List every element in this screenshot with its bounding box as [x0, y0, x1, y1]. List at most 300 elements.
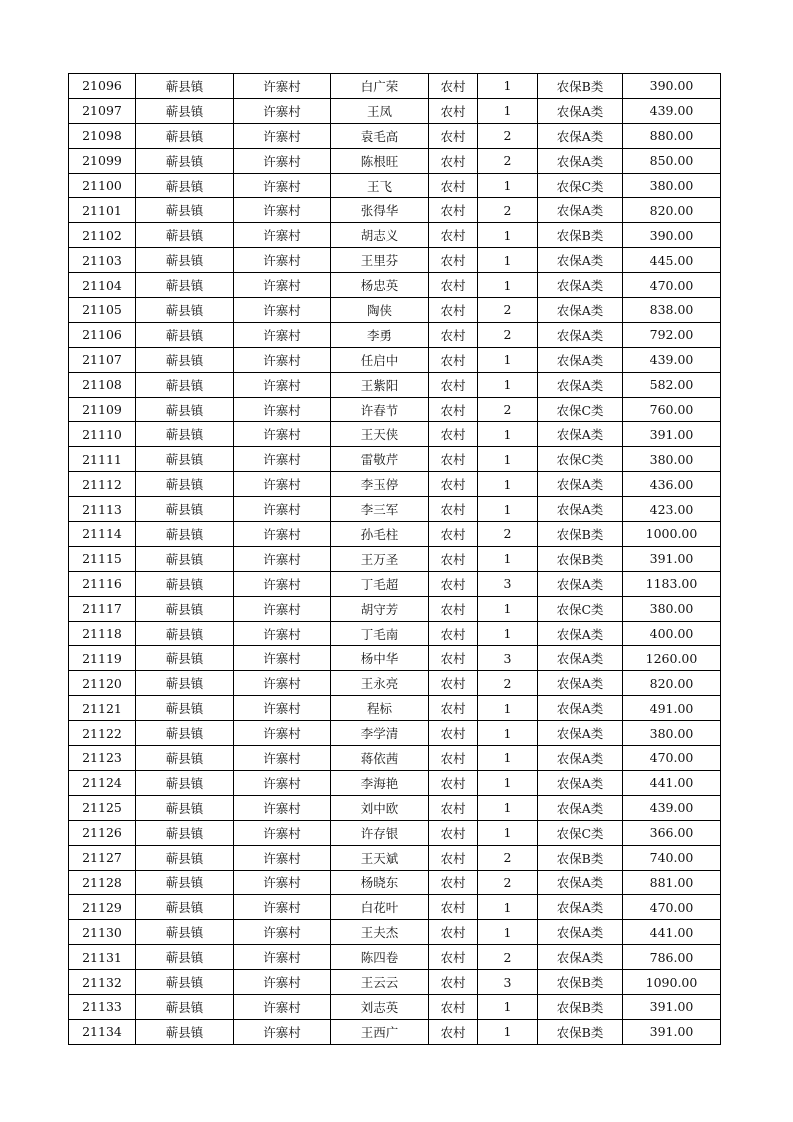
cell-name: 王天侠 [331, 422, 429, 447]
cell-amount: 380.00 [623, 596, 721, 621]
cell-village: 许寨村 [234, 571, 331, 596]
cell-type: 农村 [429, 746, 478, 771]
cell-town: 蕲县镇 [136, 173, 234, 198]
cell-amount: 760.00 [623, 397, 721, 422]
cell-town: 蕲县镇 [136, 223, 234, 248]
cell-village: 许寨村 [234, 123, 331, 148]
cell-count: 2 [478, 945, 538, 970]
cell-town: 蕲县镇 [136, 148, 234, 173]
cell-amount: 470.00 [623, 273, 721, 298]
cell-category: 农保A类 [538, 696, 623, 721]
cell-amount: 850.00 [623, 148, 721, 173]
cell-amount: 880.00 [623, 123, 721, 148]
cell-count: 1 [478, 223, 538, 248]
cell-name: 许春节 [331, 397, 429, 422]
cell-name: 白花叶 [331, 895, 429, 920]
cell-village: 许寨村 [234, 870, 331, 895]
cell-type: 农村 [429, 522, 478, 547]
cell-type: 农村 [429, 74, 478, 99]
cell-type: 农村 [429, 198, 478, 223]
cell-type: 农村 [429, 497, 478, 522]
cell-type: 农村 [429, 646, 478, 671]
cell-type: 农村 [429, 596, 478, 621]
cell-amount: 439.00 [623, 347, 721, 372]
cell-town: 蕲县镇 [136, 1019, 234, 1044]
cell-type: 农村 [429, 970, 478, 995]
cell-category: 农保B类 [538, 546, 623, 571]
cell-village: 许寨村 [234, 945, 331, 970]
table-row [69, 497, 721, 522]
cell-village: 许寨村 [234, 148, 331, 173]
cell-village: 许寨村 [234, 770, 331, 795]
cell-count: 2 [478, 123, 538, 148]
cell-town: 蕲县镇 [136, 298, 234, 323]
cell-id: 21119 [69, 646, 136, 671]
cell-count: 1 [478, 770, 538, 795]
table-row [69, 472, 721, 497]
cell-name: 王永亮 [331, 671, 429, 696]
cell-count: 2 [478, 522, 538, 547]
cell-name: 王里芬 [331, 248, 429, 273]
cell-name: 杨晓东 [331, 870, 429, 895]
cell-count: 1 [478, 721, 538, 746]
cell-category: 农保A类 [538, 322, 623, 347]
cell-name: 胡志义 [331, 223, 429, 248]
cell-category: 农保A类 [538, 945, 623, 970]
cell-category: 农保A类 [538, 422, 623, 447]
cell-id: 21123 [69, 746, 136, 771]
cell-category: 农保A类 [538, 497, 623, 522]
cell-category: 农保A类 [538, 721, 623, 746]
table-row [69, 522, 721, 547]
table-row [69, 945, 721, 970]
cell-category: 农保B类 [538, 522, 623, 547]
cell-village: 许寨村 [234, 447, 331, 472]
cell-count: 1 [478, 696, 538, 721]
cell-amount: 740.00 [623, 845, 721, 870]
cell-type: 农村 [429, 546, 478, 571]
cell-village: 许寨村 [234, 422, 331, 447]
cell-amount: 423.00 [623, 497, 721, 522]
cell-category: 农保A类 [538, 372, 623, 397]
cell-id: 21129 [69, 895, 136, 920]
cell-town: 蕲县镇 [136, 945, 234, 970]
cell-village: 许寨村 [234, 795, 331, 820]
table-row [69, 870, 721, 895]
cell-id: 21120 [69, 671, 136, 696]
cell-amount: 436.00 [623, 472, 721, 497]
cell-type: 农村 [429, 770, 478, 795]
cell-name: 李学清 [331, 721, 429, 746]
cell-amount: 1090.00 [623, 970, 721, 995]
cell-village: 许寨村 [234, 472, 331, 497]
cell-town: 蕲县镇 [136, 472, 234, 497]
cell-name: 许存银 [331, 820, 429, 845]
cell-village: 许寨村 [234, 746, 331, 771]
cell-category: 农保A类 [538, 895, 623, 920]
table-row [69, 198, 721, 223]
table-row [69, 621, 721, 646]
cell-amount: 391.00 [623, 994, 721, 1019]
cell-town: 蕲县镇 [136, 372, 234, 397]
table-row [69, 422, 721, 447]
cell-type: 农村 [429, 621, 478, 646]
cell-category: 农保A类 [538, 671, 623, 696]
cell-name: 李海艳 [331, 770, 429, 795]
cell-name: 丁毛超 [331, 571, 429, 596]
cell-name: 王飞 [331, 173, 429, 198]
table-row [69, 148, 721, 173]
cell-amount: 439.00 [623, 795, 721, 820]
cell-id: 21101 [69, 198, 136, 223]
cell-category: 农保C类 [538, 596, 623, 621]
cell-id: 21134 [69, 1019, 136, 1044]
cell-count: 1 [478, 472, 538, 497]
cell-name: 孙毛柱 [331, 522, 429, 547]
cell-count: 1 [478, 98, 538, 123]
cell-id: 21112 [69, 472, 136, 497]
cell-amount: 390.00 [623, 223, 721, 248]
cell-type: 农村 [429, 920, 478, 945]
cell-category: 农保A类 [538, 795, 623, 820]
cell-category: 农保A类 [538, 746, 623, 771]
cell-id: 21133 [69, 994, 136, 1019]
table-row [69, 571, 721, 596]
cell-village: 许寨村 [234, 895, 331, 920]
cell-town: 蕲县镇 [136, 746, 234, 771]
cell-id: 21111 [69, 447, 136, 472]
cell-amount: 820.00 [623, 198, 721, 223]
cell-id: 21100 [69, 173, 136, 198]
cell-village: 许寨村 [234, 347, 331, 372]
cell-name: 李勇 [331, 322, 429, 347]
cell-name: 李三军 [331, 497, 429, 522]
cell-category: 农保B类 [538, 994, 623, 1019]
cell-category: 农保A类 [538, 273, 623, 298]
cell-amount: 441.00 [623, 770, 721, 795]
cell-town: 蕲县镇 [136, 522, 234, 547]
cell-id: 21115 [69, 546, 136, 571]
cell-id: 21118 [69, 621, 136, 646]
cell-count: 1 [478, 248, 538, 273]
cell-amount: 1000.00 [623, 522, 721, 547]
cell-village: 许寨村 [234, 721, 331, 746]
table-row [69, 322, 721, 347]
cell-village: 许寨村 [234, 223, 331, 248]
cell-village: 许寨村 [234, 920, 331, 945]
cell-type: 农村 [429, 994, 478, 1019]
cell-category: 农保B类 [538, 1019, 623, 1044]
cell-village: 许寨村 [234, 248, 331, 273]
cell-category: 农保A类 [538, 571, 623, 596]
cell-count: 2 [478, 845, 538, 870]
cell-village: 许寨村 [234, 621, 331, 646]
cell-category: 农保C类 [538, 173, 623, 198]
cell-town: 蕲县镇 [136, 621, 234, 646]
cell-town: 蕲县镇 [136, 422, 234, 447]
cell-amount: 441.00 [623, 920, 721, 945]
cell-name: 李玉停 [331, 472, 429, 497]
cell-town: 蕲县镇 [136, 870, 234, 895]
cell-type: 农村 [429, 671, 478, 696]
table-row [69, 447, 721, 472]
table-row [69, 646, 721, 671]
cell-village: 许寨村 [234, 1019, 331, 1044]
cell-id: 21104 [69, 273, 136, 298]
cell-name: 杨中华 [331, 646, 429, 671]
cell-count: 1 [478, 820, 538, 845]
cell-count: 3 [478, 646, 538, 671]
cell-name: 胡守芳 [331, 596, 429, 621]
cell-town: 蕲县镇 [136, 74, 234, 99]
cell-type: 农村 [429, 223, 478, 248]
cell-count: 1 [478, 746, 538, 771]
table-row [69, 98, 721, 123]
cell-id: 21106 [69, 322, 136, 347]
cell-village: 许寨村 [234, 198, 331, 223]
table-row [69, 248, 721, 273]
cell-id: 21130 [69, 920, 136, 945]
cell-amount: 445.00 [623, 248, 721, 273]
cell-id: 21099 [69, 148, 136, 173]
cell-id: 21096 [69, 74, 136, 99]
table-row [69, 1019, 721, 1044]
cell-town: 蕲县镇 [136, 571, 234, 596]
cell-town: 蕲县镇 [136, 397, 234, 422]
cell-type: 农村 [429, 696, 478, 721]
cell-village: 许寨村 [234, 273, 331, 298]
cell-count: 1 [478, 372, 538, 397]
cell-amount: 820.00 [623, 671, 721, 696]
cell-amount: 582.00 [623, 372, 721, 397]
cell-type: 农村 [429, 845, 478, 870]
cell-name: 刘中欧 [331, 795, 429, 820]
table-row [69, 845, 721, 870]
table-row [69, 820, 721, 845]
cell-id: 21127 [69, 845, 136, 870]
cell-amount: 1183.00 [623, 571, 721, 596]
table-row [69, 372, 721, 397]
cell-category: 农保B类 [538, 970, 623, 995]
cell-category: 农保C类 [538, 397, 623, 422]
cell-category: 农保C类 [538, 447, 623, 472]
cell-town: 蕲县镇 [136, 497, 234, 522]
cell-amount: 439.00 [623, 98, 721, 123]
cell-amount: 391.00 [623, 1019, 721, 1044]
cell-village: 许寨村 [234, 994, 331, 1019]
cell-type: 农村 [429, 148, 478, 173]
cell-village: 许寨村 [234, 397, 331, 422]
cell-id: 21117 [69, 596, 136, 621]
cell-town: 蕲县镇 [136, 770, 234, 795]
table-body [69, 74, 721, 1045]
cell-village: 许寨村 [234, 646, 331, 671]
cell-amount: 470.00 [623, 746, 721, 771]
cell-town: 蕲县镇 [136, 994, 234, 1019]
cell-category: 农保A类 [538, 770, 623, 795]
cell-category: 农保A类 [538, 920, 623, 945]
cell-count: 3 [478, 571, 538, 596]
cell-id: 21132 [69, 970, 136, 995]
table-row [69, 123, 721, 148]
cell-town: 蕲县镇 [136, 970, 234, 995]
cell-count: 2 [478, 148, 538, 173]
cell-count: 2 [478, 671, 538, 696]
cell-amount: 1260.00 [623, 646, 721, 671]
cell-category: 农保A类 [538, 646, 623, 671]
table-row [69, 347, 721, 372]
cell-count: 1 [478, 994, 538, 1019]
cell-amount: 390.00 [623, 74, 721, 99]
cell-name: 任启中 [331, 347, 429, 372]
cell-category: 农保A类 [538, 870, 623, 895]
cell-count: 1 [478, 895, 538, 920]
cell-village: 许寨村 [234, 497, 331, 522]
cell-town: 蕲县镇 [136, 895, 234, 920]
table-row [69, 795, 721, 820]
cell-count: 2 [478, 198, 538, 223]
cell-count: 1 [478, 273, 538, 298]
cell-id: 21103 [69, 248, 136, 273]
cell-count: 1 [478, 546, 538, 571]
cell-count: 1 [478, 920, 538, 945]
cell-name: 刘志英 [331, 994, 429, 1019]
cell-count: 1 [478, 173, 538, 198]
cell-name: 杨忠英 [331, 273, 429, 298]
table-row [69, 596, 721, 621]
cell-town: 蕲县镇 [136, 671, 234, 696]
cell-count: 1 [478, 621, 538, 646]
cell-id: 21108 [69, 372, 136, 397]
cell-village: 许寨村 [234, 74, 331, 99]
table-row [69, 298, 721, 323]
cell-id: 21114 [69, 522, 136, 547]
cell-type: 农村 [429, 422, 478, 447]
cell-name: 陈四卷 [331, 945, 429, 970]
cell-town: 蕲县镇 [136, 248, 234, 273]
cell-type: 农村 [429, 298, 478, 323]
cell-amount: 380.00 [623, 721, 721, 746]
cell-type: 农村 [429, 721, 478, 746]
cell-count: 1 [478, 447, 538, 472]
cell-category: 农保B类 [538, 74, 623, 99]
cell-amount: 400.00 [623, 621, 721, 646]
table-row [69, 994, 721, 1019]
cell-village: 许寨村 [234, 671, 331, 696]
cell-town: 蕲县镇 [136, 546, 234, 571]
cell-count: 2 [478, 298, 538, 323]
cell-count: 2 [478, 397, 538, 422]
cell-category: 农保A类 [538, 472, 623, 497]
cell-count: 1 [478, 1019, 538, 1044]
cell-town: 蕲县镇 [136, 347, 234, 372]
cell-type: 农村 [429, 820, 478, 845]
cell-town: 蕲县镇 [136, 795, 234, 820]
cell-name: 王紫阳 [331, 372, 429, 397]
cell-count: 1 [478, 795, 538, 820]
cell-id: 21109 [69, 397, 136, 422]
cell-amount: 470.00 [623, 895, 721, 920]
table-row [69, 546, 721, 571]
cell-name: 丁毛南 [331, 621, 429, 646]
table-row [69, 273, 721, 298]
cell-count: 1 [478, 497, 538, 522]
table-row [69, 696, 721, 721]
cell-amount: 838.00 [623, 298, 721, 323]
cell-village: 许寨村 [234, 372, 331, 397]
table-row [69, 74, 721, 99]
cell-name: 王凤 [331, 98, 429, 123]
cell-town: 蕲县镇 [136, 596, 234, 621]
cell-name: 陈根旺 [331, 148, 429, 173]
cell-type: 农村 [429, 347, 478, 372]
cell-type: 农村 [429, 273, 478, 298]
cell-amount: 881.00 [623, 870, 721, 895]
cell-name: 王云云 [331, 970, 429, 995]
cell-type: 农村 [429, 1019, 478, 1044]
cell-id: 21128 [69, 870, 136, 895]
cell-category: 农保A类 [538, 248, 623, 273]
cell-town: 蕲县镇 [136, 322, 234, 347]
cell-type: 农村 [429, 123, 478, 148]
cell-village: 许寨村 [234, 820, 331, 845]
cell-type: 农村 [429, 571, 478, 596]
cell-name: 程标 [331, 696, 429, 721]
cell-name: 王天斌 [331, 845, 429, 870]
cell-count: 3 [478, 970, 538, 995]
cell-id: 21131 [69, 945, 136, 970]
cell-category: 农保B类 [538, 223, 623, 248]
cell-count: 1 [478, 422, 538, 447]
cell-id: 21110 [69, 422, 136, 447]
table-row [69, 721, 721, 746]
cell-count: 2 [478, 322, 538, 347]
cell-town: 蕲县镇 [136, 845, 234, 870]
cell-id: 21097 [69, 98, 136, 123]
cell-category: 农保A类 [538, 298, 623, 323]
cell-town: 蕲县镇 [136, 646, 234, 671]
cell-type: 农村 [429, 945, 478, 970]
cell-name: 王万圣 [331, 546, 429, 571]
cell-village: 许寨村 [234, 596, 331, 621]
cell-village: 许寨村 [234, 845, 331, 870]
cell-id: 21124 [69, 770, 136, 795]
cell-village: 许寨村 [234, 298, 331, 323]
cell-name: 王西广 [331, 1019, 429, 1044]
cell-town: 蕲县镇 [136, 721, 234, 746]
cell-town: 蕲县镇 [136, 123, 234, 148]
cell-village: 许寨村 [234, 970, 331, 995]
cell-village: 许寨村 [234, 522, 331, 547]
cell-type: 农村 [429, 795, 478, 820]
table-row [69, 173, 721, 198]
cell-type: 农村 [429, 895, 478, 920]
cell-type: 农村 [429, 397, 478, 422]
cell-village: 许寨村 [234, 173, 331, 198]
cell-id: 21116 [69, 571, 136, 596]
cell-amount: 380.00 [623, 173, 721, 198]
cell-category: 农保A类 [538, 347, 623, 372]
cell-id: 21113 [69, 497, 136, 522]
cell-count: 1 [478, 347, 538, 372]
cell-id: 21126 [69, 820, 136, 845]
cell-category: 农保A类 [538, 621, 623, 646]
cell-amount: 391.00 [623, 422, 721, 447]
cell-village: 许寨村 [234, 322, 331, 347]
cell-village: 许寨村 [234, 546, 331, 571]
cell-name: 雷敬芹 [331, 447, 429, 472]
cell-name: 蒋依茜 [331, 746, 429, 771]
